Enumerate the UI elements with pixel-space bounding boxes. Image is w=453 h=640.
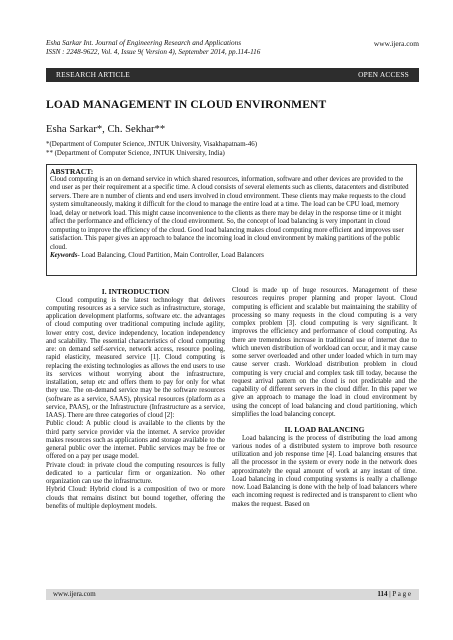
page-number: [377, 589, 411, 600]
affiliation-1: *(Department of Computer Science, JNTUK University, Visakhapatnam-46): [46, 141, 258, 148]
footer-site-link[interactable]: www.ijera.com: [53, 590, 96, 598]
running-header: [46, 39, 419, 57]
paragraph: Cloud computing is the latest technology that delivers computing resources as a service such as infrastructure, storage, application development platforms, software etc. the advantages of cloud computing over traditional computing include agility, lower entry cost, device independency, location independency and scalability. The essential characteristics of cloud computing are: on demand self-service, network access, resource pooling, rapid elasticity, measured service [1]. Cloud computing is replacing the existing technologies as allows the end users to use its services without worrying about the infrastructure, installation, setup etc and offers them to pay for only for what they use. The on-demand service may be the software resources (software as a service, SAAS), physical resources (platform as a service, PAAS), or the Infrastructure (Infrastructure as a service, IAAS). There are three categories of cloud [2]:: [46, 296, 225, 419]
abstract-box: [46, 164, 417, 276]
keywords-label: Keywords: [50, 252, 78, 260]
right-column: [232, 287, 417, 509]
paragraph: Load balancing is the process of distributing the load among various nodes of a distributed system to improve both resource utilization and job response time [4]. Load balancing ensures that all the processor in the system or every node in the network does approximately the equal amount of work at any instant of time. Load balancing in cloud computing systems is really a challenge now. Load Balancing is done with the help of load balancers where each incoming request is redirected and is transparent to client who makes the request. Based on: [232, 434, 417, 508]
open-access-label: OPEN ACCESS: [358, 70, 409, 79]
paragraph: Private cloud: in private cloud the computing resources is fully dedicated to a particular firm or organization. No other organization can use the infrastructure.: [46, 461, 225, 485]
journal-line: Esha Sarkar Int. Journal of Engineering Research and Applications: [46, 39, 242, 47]
paragraph: Hybrid Cloud: Hybrid cloud is a composition of two or more clouds that remains distinct but bound together, offering the benefits of multiple deployment models.: [46, 486, 225, 510]
page-suffix: | P a g e: [387, 590, 411, 598]
paper-title: LOAD MANAGEMENT IN CLOUD ENVIRONMENT: [46, 98, 327, 111]
page-number-value: 114: [377, 590, 388, 598]
paragraph: Public cloud: A public cloud is available to the clients by the third party service provider via the internet. A service provider makes resources such as applications and storage available to the general public over the internet. Public services may be free or offered on a pay per usage model.: [46, 420, 225, 461]
affiliation-2: ** (Department of Computer Science, JNTUK University, India): [46, 149, 225, 157]
left-column: [46, 287, 225, 511]
abstract-heading: ABSTRACT:: [50, 167, 94, 176]
article-type-band: [46, 68, 419, 82]
header-site-link[interactable]: www.ijera.com: [373, 39, 419, 48]
issn-line: ISSN : 2248-9622, Vol. 4, Issue 9( Version 4), September 2014, pp.114-116: [46, 48, 261, 57]
abstract-text: Cloud computing is an on demand service in which shared resources, information, software and other devices are provided to the end user as per their requirement at a specific time. A cloud consists of several elements such as clients, datacenters and distributed servers. There are n number of clients and end users involved in cloud environment. These clients may make requests to the cloud system simultaneously, making it difficult for the cloud to manage the entire load at a time. The load can be CPU load, memory load, delay or network load. This might cause inconvenience to the clients as there may be delay in the response time or it might affect the performance and efficiency of the cloud environment. So, the concept of load balancing is very important in cloud computing to improve the efficiency of the cloud. Good load balancing makes cloud computing more efficient and improves user satisfaction. This paper gives an approach to balance the incoming load in cloud environment by making partitions of the public cloud.: [50, 176, 409, 251]
section-heading-introduction: I. INTRODUCTION: [101, 287, 170, 296]
authors: Esha Sarkar*, Ch. Sekhar**: [46, 124, 166, 135]
keywords: [50, 252, 413, 260]
affiliations: [46, 141, 257, 158]
section-heading-load-balancing: II. LOAD BALANCING: [284, 425, 365, 434]
paragraph: Cloud is made up of huge resources. Management of these resources requires proper planning and proper layout. Cloud computing is efficient and scalable but maintaining the stability of processing so many requests in the cloud computing is a very complex problem [3]. cloud computing is very significant. It improves the efficiency and performance of cloud computing. As there are tremendous increase in traditional use of internet due to which uneven distribution of workload can occur, and it may cause some server overloaded and other under loaded which in turn may cause server crash. Workload distribution problem in cloud computing is very crucial and complex task till today, because the request arrival pattern on the cloud is not predictable and the capability of different servers in the cloud differ. In this paper we give an approach to manage the load in cloud environment by using the concept of load balancing and cloud partitioning, which simplifies the load balancing concept.: [232, 287, 417, 418]
footer-band: [46, 589, 419, 600]
keywords-text: - Load Balancing, Cloud Partition, Main Controller, Load Balancers: [77, 252, 264, 260]
research-article-label: RESEARCH ARTICLE: [56, 70, 130, 79]
